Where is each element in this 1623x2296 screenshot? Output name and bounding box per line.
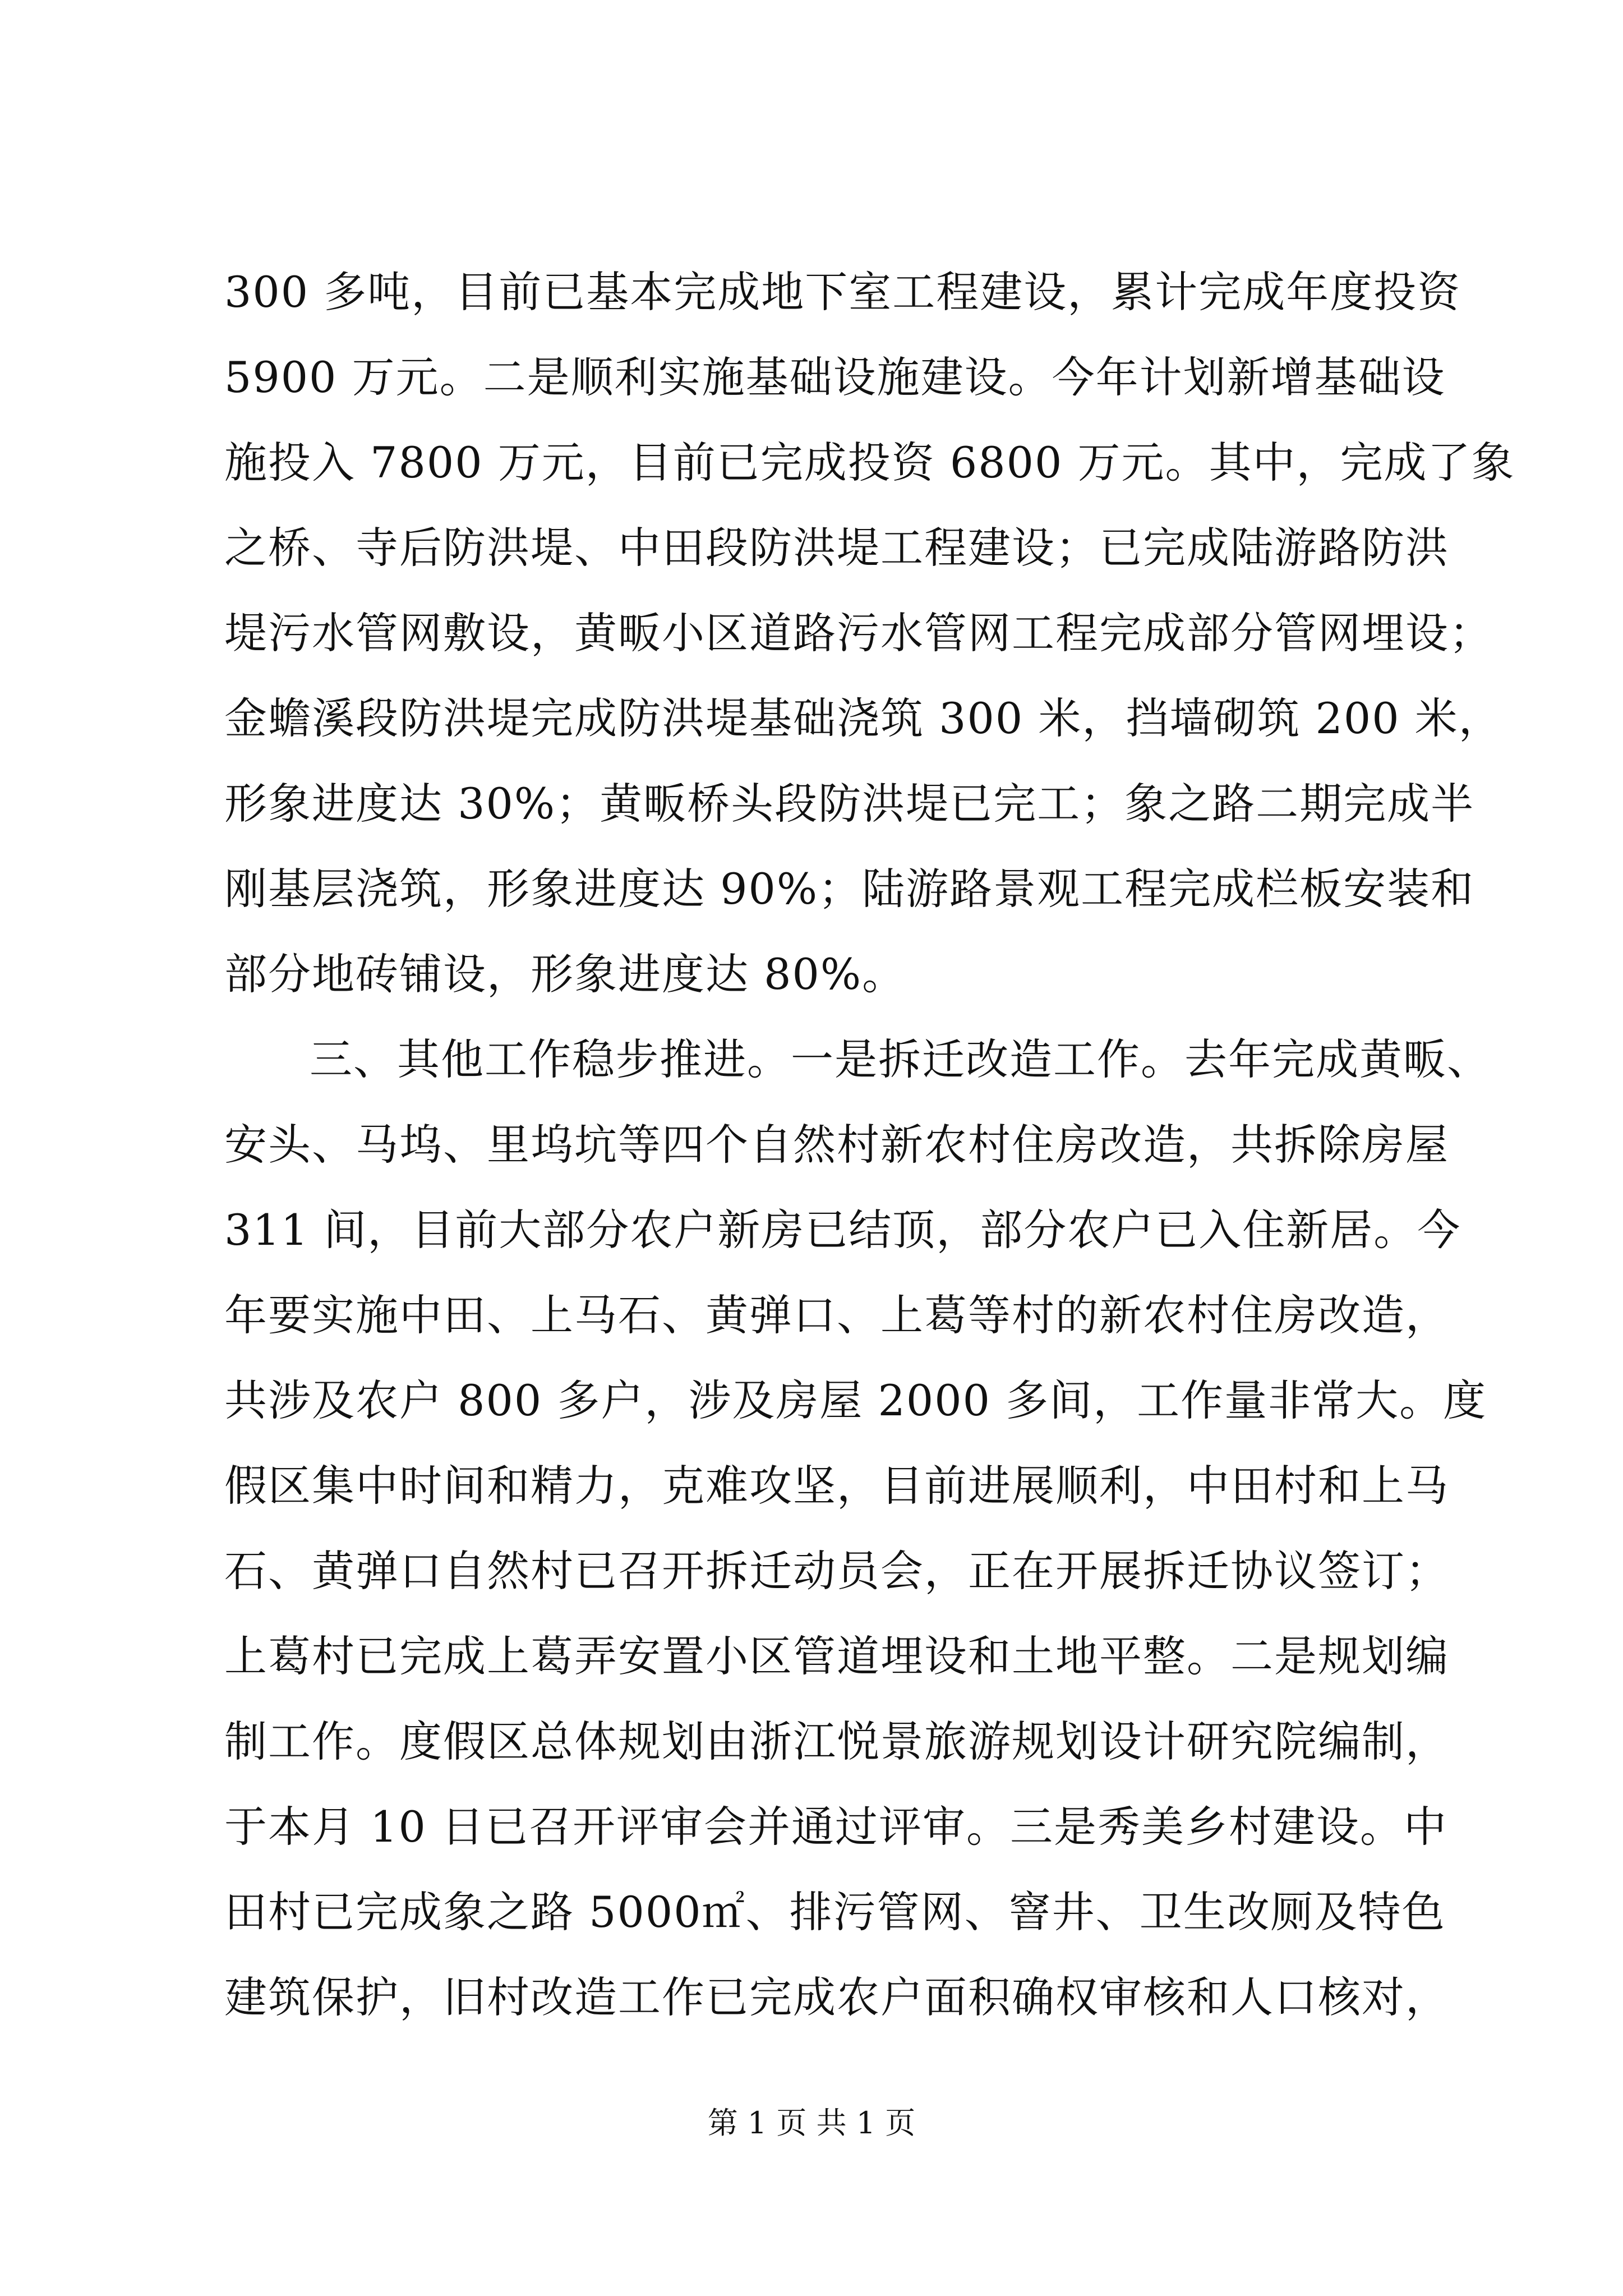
text-line: 于本月 10 日已召开评审会并通过评审。三是秀美乡村建设。中 bbox=[224, 1802, 1448, 1852]
text-line: 施投入 7800 万元，目前已完成投资 6800 万元。其中，完成了象 bbox=[224, 438, 1515, 487]
page-footer: 第 1 页 共 1 页 bbox=[707, 2105, 916, 2141]
text-line: 形象进度达 30%；黄畈桥头段防洪堤已完工；象之路二期完成半 bbox=[224, 779, 1475, 829]
text-line: 金蟾溪段防洪堤完成防洪堤基础浇筑 300 米，挡墙砌筑 200 米， bbox=[224, 693, 1502, 743]
text-line: 311 间，目前大部分农户新房已结顶，部分农户已入住新居。今 bbox=[224, 1205, 1461, 1255]
text-line: 共涉及农户 800 多户，涉及房屋 2000 多间，工作量非常大。度 bbox=[224, 1375, 1487, 1425]
text-line: 刚基层浇筑，形象进度达 90%；陆游路景观工程完成栏板安装和 bbox=[224, 864, 1475, 914]
text-line: 之桥、寺后防洪堤、中田段防洪堤工程建设；已完成陆游路防洪 bbox=[224, 523, 1449, 573]
text-line: 部分地砖铺设，形象进度达 80%。 bbox=[224, 949, 906, 999]
text-line: 堤污水管网敷设，黄畈小区道路污水管网工程完成部分管网埋设； bbox=[224, 608, 1493, 658]
text-line: 田村已完成象之路 5000㎡、排污管网、窨井、卫生改厕及特色 bbox=[224, 1887, 1446, 1937]
text-line: 300 多吨，目前已基本完成地下室工程建设，累计完成年度投资 bbox=[224, 267, 1461, 317]
text-line: 上葛村已完成上葛弄安置小区管道埋设和土地平整。二是规划编 bbox=[224, 1631, 1449, 1681]
text-line: 假区集中时间和精力，克难攻坚，目前进展顺利，中田村和上马 bbox=[224, 1461, 1449, 1511]
text-line: 年要实施中田、上马石、黄弹口、上葛等村的新农村住房改造， bbox=[224, 1290, 1449, 1340]
text-line: 安头、马坞、里坞坑等四个自然村新农村住房改造，共拆除房屋 bbox=[224, 1120, 1449, 1170]
document-body bbox=[224, 250, 1515, 2040]
text-line: 5900 万元。二是顺利实施基础设施建设。今年计划新增基础设 bbox=[224, 352, 1446, 402]
text-line: 制工作。度假区总体规划由浙江悦景旅游规划设计研究院编制， bbox=[224, 1717, 1449, 1766]
text-line: 石、黄弹口自然村已召开拆迁动员会，正在开展拆迁协议签订； bbox=[224, 1546, 1449, 1596]
paragraph-start-line: 三、其他工作稳步推进。一是拆迁改造工作。去年完成黄畈、 bbox=[310, 1034, 1491, 1084]
text-line: 建筑保护，旧村改造工作已完成农户面积确权审核和人口核对， bbox=[224, 1972, 1449, 2022]
